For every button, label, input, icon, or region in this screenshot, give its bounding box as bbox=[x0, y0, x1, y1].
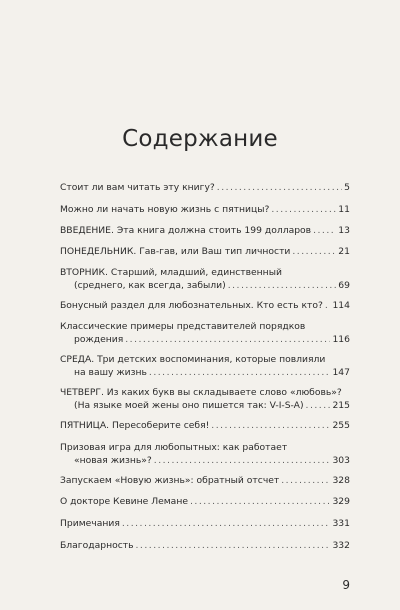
toc-entry bbox=[60, 496, 350, 509]
toc-entry-page: 69 bbox=[338, 279, 350, 291]
toc-entry bbox=[60, 300, 350, 313]
toc-entry bbox=[60, 354, 350, 379]
toc-entry bbox=[60, 182, 350, 195]
leader-dots bbox=[325, 300, 331, 313]
toc-entry-title: Запускаем «Новую жизнь»: обратный отсчет bbox=[60, 475, 280, 486]
toc-entry-page: 13 bbox=[338, 225, 350, 236]
toc-entry-page: 116 bbox=[332, 333, 350, 345]
toc-entry-page: 329 bbox=[332, 496, 350, 507]
leader-dots bbox=[292, 246, 336, 259]
toc-entry bbox=[60, 442, 350, 467]
page-number: 9 bbox=[342, 578, 350, 592]
toc-entry-title: ПОНЕДЕЛЬНИК. Гав-гав, или Ваш тип личности bbox=[60, 246, 291, 257]
toc-entry-title-cont: (среднего, как всегда, забыли) bbox=[74, 279, 226, 291]
leader-dots bbox=[136, 540, 331, 553]
leader-dots bbox=[217, 182, 342, 195]
toc-entry-title-cont: на вашу жизнь bbox=[74, 366, 147, 378]
toc-entry-page: 215 bbox=[332, 399, 350, 411]
leader-dots bbox=[281, 475, 330, 488]
toc-entry-title: О докторе Кевине Лемане bbox=[60, 496, 188, 507]
toc-entry bbox=[60, 420, 350, 433]
toc-entry-page: 147 bbox=[332, 366, 350, 378]
toc-entry-title-cont: (На языке моей жены оно пишется так: V-I-S-A) bbox=[74, 399, 304, 411]
toc-entry bbox=[60, 204, 350, 217]
toc-entry-title: Бонусный раздел для любознательных. Кто есть кто? bbox=[60, 300, 323, 311]
toc-entry-title: Примечания bbox=[60, 518, 120, 529]
toc-entry-title: Можно ли начать новую жизнь с пятницы? bbox=[60, 204, 270, 215]
toc-entry bbox=[60, 518, 350, 531]
toc-entry-title-cont: рождения bbox=[74, 333, 124, 345]
toc-entry-title: Классические примеры представителей порядков bbox=[60, 321, 306, 332]
toc-entry bbox=[60, 540, 350, 553]
toc-entry-title: Стоит ли вам читать эту книгу? bbox=[60, 182, 215, 193]
toc-entry-page: 331 bbox=[332, 518, 350, 529]
leader-dots bbox=[149, 367, 331, 380]
toc-entry bbox=[60, 246, 350, 259]
toc-entry bbox=[60, 387, 350, 412]
toc-entry-title: Благодарность bbox=[60, 540, 134, 551]
toc-entry-title: ЧЕТВЕРГ. Из каких букв вы складываете слово «любовь»? bbox=[60, 387, 342, 398]
toc-entry-page: 5 bbox=[344, 182, 350, 193]
leader-dots bbox=[190, 496, 330, 509]
toc-entry bbox=[60, 475, 350, 488]
toc-entry-title-cont: «новая жизнь»? bbox=[74, 454, 152, 466]
toc-entry-title: Призовая игра для любопытных: как работает bbox=[60, 442, 288, 453]
toc-entry bbox=[60, 267, 350, 292]
toc-entry-page: 303 bbox=[332, 454, 350, 466]
leader-dots bbox=[228, 280, 337, 293]
leader-dots bbox=[122, 518, 331, 531]
toc-entry-title: ВТОРНИК. Старший, младший, единственный bbox=[60, 267, 282, 278]
toc-entry bbox=[60, 225, 350, 238]
toc-entry-page: 255 bbox=[332, 420, 350, 431]
toc-entry-title: ВВЕДЕНИЕ. Эта книга должна стоить 199 долларов bbox=[60, 225, 312, 236]
leader-dots bbox=[125, 334, 330, 347]
leader-dots bbox=[271, 204, 336, 217]
toc-entry-page: 332 bbox=[332, 540, 350, 551]
toc-entry-page: 11 bbox=[338, 204, 350, 215]
toc-entry-page: 114 bbox=[332, 300, 350, 311]
page-title: Содержание bbox=[122, 126, 278, 153]
toc-entry-page: 21 bbox=[338, 246, 350, 257]
leader-dots bbox=[211, 420, 330, 433]
leader-dots bbox=[306, 400, 331, 413]
toc-entry-page: 328 bbox=[332, 475, 350, 486]
leader-dots bbox=[154, 455, 331, 468]
leader-dots bbox=[313, 225, 336, 238]
toc-entry-title: СРЕДА. Три детских воспоминания, которые повлияли bbox=[60, 354, 326, 365]
toc-entry bbox=[60, 321, 350, 346]
toc-entry-title: ПЯТНИЦА. Пересоберите себя! bbox=[60, 420, 210, 431]
